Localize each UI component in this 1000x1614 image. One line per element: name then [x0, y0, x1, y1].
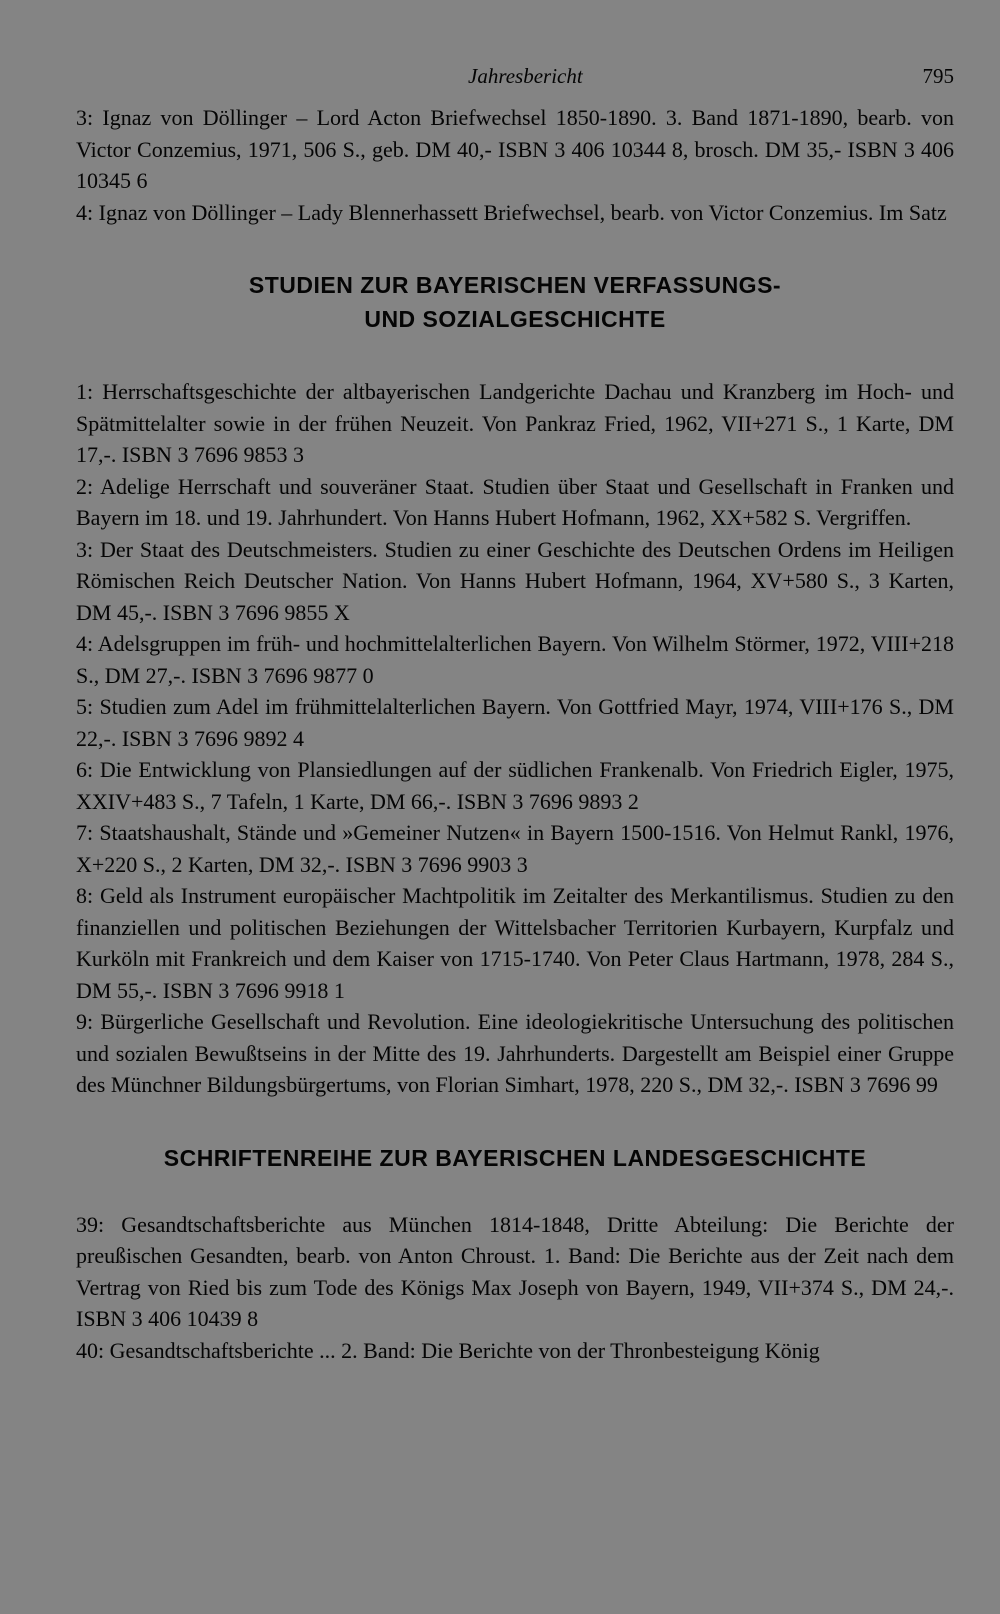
bibliography-entry: 8: Geld als Instrument europäischer Machtpolitik im Zeitalter des Merkantilismus. Studien zu den finanziellen und politischen Beziehungen der Wittelsbacher Territorien Kurbayern, Kurpfalz und Kurköln mit Frankreich und dem Kaiser von 1715-1740. Von Peter Claus Hartmann, 1978, 284 S., DM 55,-. ISBN 3 7696 9918 1: [76, 883, 954, 1003]
document-page: [76, 60, 954, 1366]
page-number: 795: [922, 64, 954, 88]
bibliography-entry: 40: Gesandtschaftsberichte ... 2. Band: Die Berichte von der Thronbesteigung König: [76, 1337, 820, 1363]
bibliography-entry: 7: Staatshaushalt, Stände und »Gemeiner Nutzen« in Bayern 1500-1516. Von Helmut Rankl, 1976, X+220 S., 2 Karten, DM 32,-. ISBN 3 7696 9903 3: [76, 820, 954, 877]
bibliography-entry: 1: Herrschaftsgeschichte der altbayerischen Landgerichte Dachau und Kranzberg im Hoch- und Spätmittelalter sowie in der frühen Neuzeit. Von Pankraz Fried, 1962, VII+271 S., 1 Karte, DM 17,-. ISBN 3 7696 9853 3: [76, 379, 954, 467]
bibliography-entry: 3: Ignaz von Döllinger – Lord Acton Briefwechsel 1850-1890. 3. Band 1871-1890, bearb. von Victor Conzemius, 1971, 506 S., geb. DM 40,- ISBN 3 406 10344 8, brosch. DM 35,- ISBN 3 406 10345 6: [76, 105, 954, 193]
bibliography-entry: 5: Studien zum Adel im frühmittelalterlichen Bayern. Von Gottfried Mayr, 1974, VIII+176 S., DM 22,-. ISBN 3 7696 9892 4: [76, 694, 954, 751]
section-heading: [76, 268, 954, 336]
bibliography-entry: 2: Adelige Herrschaft und souveräner Staat. Studien über Staat und Gesellschaft in Franken und Bayern im 18. und 19. Jahrhundert. Von Hanns Hubert Hofmann, 1962, XX+582 S. Vergriffen.: [76, 473, 954, 530]
top-entries: [76, 102, 954, 228]
section-heading-line: STUDIEN ZUR BAYERISCHEN VERFASSUNGS-: [248, 272, 782, 298]
section-entries: [76, 1209, 954, 1367]
bibliography-entry: 39: Gesandtschaftsberichte aus München 1814-1848, Dritte Abteilung: Die Berichte der preußischen Gesandten, bearb. von Anton Chroust. 1. Band: Die Berichte aus der Zeit nach dem Vertrag von Ried bis zum Tode des Königs Max Joseph von Bayern, 1949, VII+374 S., DM 24,-. ISBN 3 406 10439 8: [76, 1211, 954, 1331]
section-heading-line: UND SOZIALGESCHICHTE: [364, 306, 666, 332]
running-title: Jahresbericht: [468, 64, 583, 88]
bibliography-entry: 3: Der Staat des Deutschmeisters. Studien zu einer Geschichte des Deutschen Ordens im Heiligen Römischen Reich Deutscher Nation. Von Hanns Hubert Hofmann, 1964, XV+580 S., 3 Karten, DM 45,-. ISBN 3 7696 9855 X: [76, 536, 954, 625]
bibliography-entry: 4: Adelsgruppen im früh- und hochmittelalterlichen Bayern. Von Wilhelm Störmer, 1972, VIII+218 S., DM 27,-. ISBN 3 7696 9877 0: [76, 631, 954, 688]
bibliography-entry: 4: Ignaz von Döllinger – Lady Blennerhassett Briefwechsel, bearb. von Victor Conzemius. Im Satz: [76, 199, 947, 225]
section-entries: [76, 376, 954, 1101]
running-header: [76, 60, 954, 92]
bibliography-entry: 6: Die Entwicklung von Plansiedlungen auf der südlichen Frankenalb. Von Friedrich Eigler, 1975, XXIV+483 S., 7 Tafeln, 1 Karte, DM 66,-. ISBN 3 7696 9893 2: [76, 757, 954, 814]
section-heading: SCHRIFTENREIHE ZUR BAYERISCHEN LANDESGESCHICHTE: [163, 1144, 867, 1171]
bibliography-entry: 9: Bürgerliche Gesellschaft und Revolution. Eine ideologiekritische Untersuchung des politischen und sozialen Bewußtseins in der Mitte des 19. Jahrhunderts. Dargestellt am Beispiel einer Gruppe des Münchner Bildungsbürgertums, von Florian Simhart, 1978, 220 S., DM 32,-. ISBN 3 7696 99: [76, 1009, 954, 1097]
